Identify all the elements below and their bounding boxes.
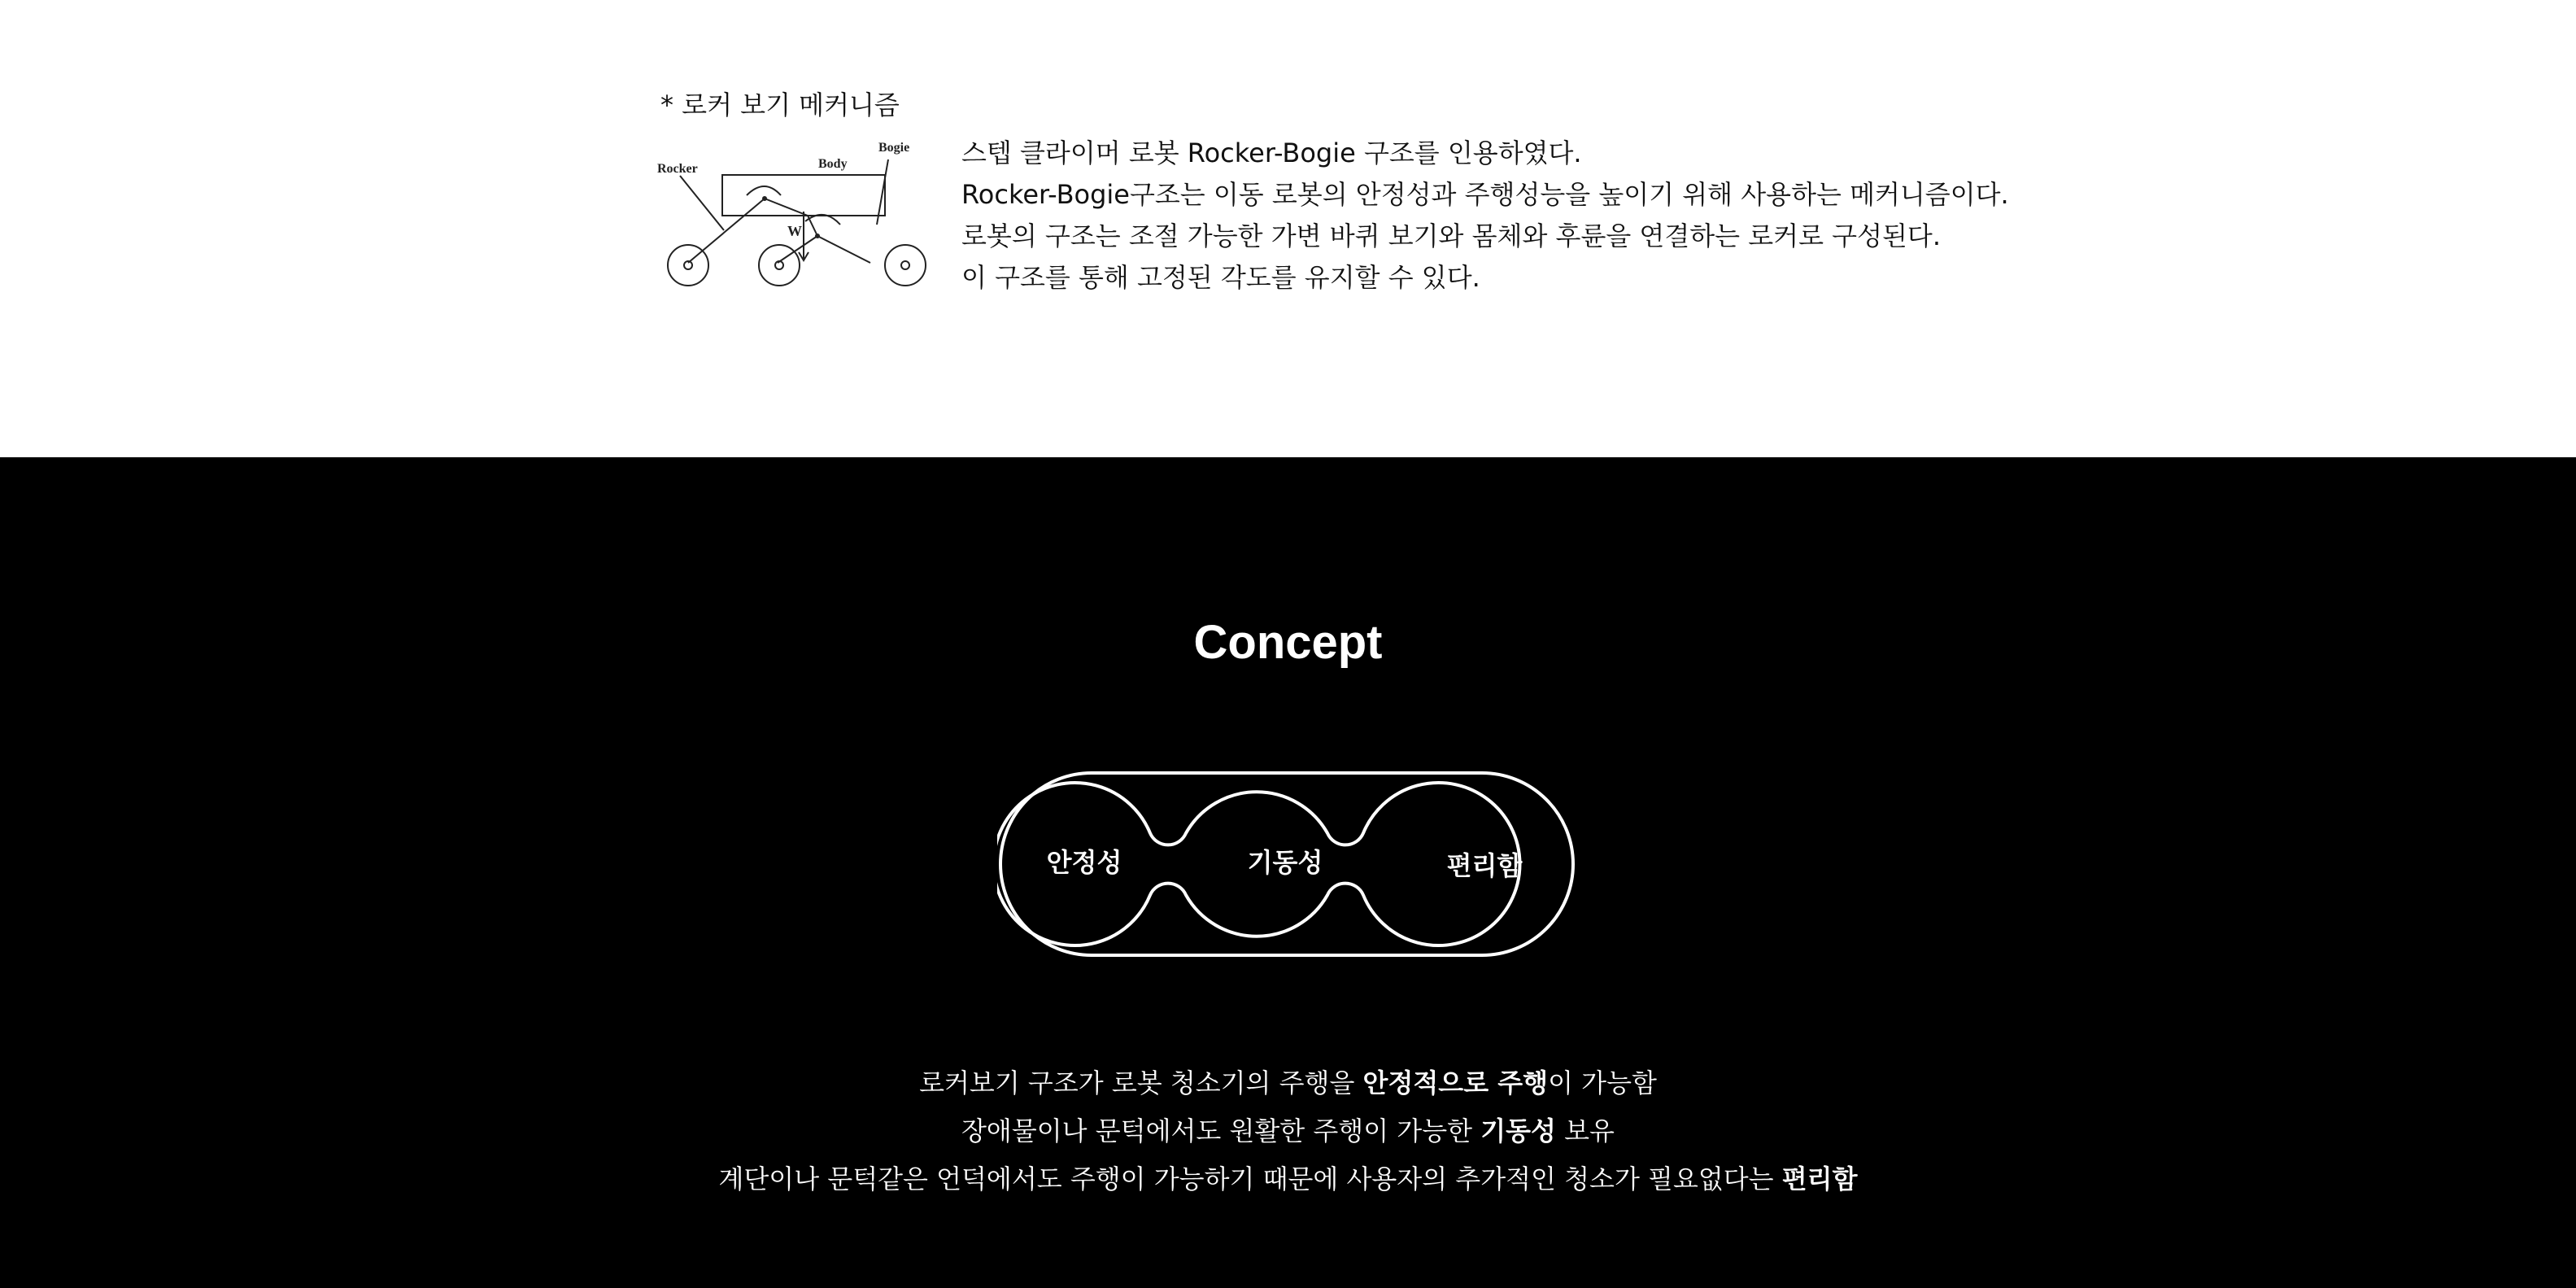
badge-stability: 안정성 — [1046, 847, 1122, 878]
label-body: Body — [818, 157, 848, 171]
summary-line: 로커보기 구조가 로봇 청소기의 주행을 안정적으로 주행이 가능함 — [919, 1068, 1657, 1098]
description-line: 로봇의 구조는 조절 가능한 가변 바퀴 보기와 몸체와 후륜을 연결하는 로커로 구성된다. — [961, 220, 1941, 251]
wheel-rear — [668, 245, 708, 286]
badge-convenience: 편리함 — [1446, 850, 1523, 881]
concept-summary — [0, 1059, 2576, 1203]
badge-mobility: 기동성 — [1247, 847, 1323, 878]
concept-title: Concept — [1193, 616, 1383, 669]
description-line: 이 구조를 통해 고정된 각도를 유지할 수 있다. — [961, 262, 1480, 293]
summary-line: 계단이나 문턱같은 언덕에서도 주행이 가능하기 때문에 사용자의 추가적인 청소가 필요없다는 편리함 — [718, 1164, 1858, 1194]
summary-line: 장애물이나 문턱에서도 원활한 주행이 가능한 기동성 보유 — [961, 1116, 1615, 1146]
wheel-front-hub — [901, 261, 909, 269]
bogie-arm-left — [778, 236, 817, 263]
bogie-arm-right — [817, 236, 870, 263]
wheel-front — [885, 245, 926, 286]
label-rocker: Rocker — [657, 162, 698, 176]
concept-section — [0, 457, 2576, 1288]
description-line: 스텝 클라이머 로봇 Rocker-Bogie 구조를 인용하였다. — [961, 138, 1582, 168]
rocker-arm-left — [688, 199, 765, 263]
mechanism-heading: * 로커 보기 메커니즘 — [660, 90, 900, 120]
wheel-middle — [759, 245, 800, 286]
description-line: Rocker-Bogie구조는 이동 로봇의 안정성과 주행성능을 높이기 위해 사용하는 메커니즘이다. — [961, 179, 2009, 210]
rocker-leader — [680, 176, 724, 230]
label-bogie: Bogie — [878, 141, 910, 155]
mechanism-description — [961, 133, 2009, 299]
rotation-arc-rocker — [747, 186, 781, 195]
mechanism-section — [0, 0, 2576, 457]
rocker-bogie-diagram — [657, 137, 934, 296]
rocker-arm-right — [765, 199, 808, 216]
label-weight: W — [787, 223, 802, 239]
